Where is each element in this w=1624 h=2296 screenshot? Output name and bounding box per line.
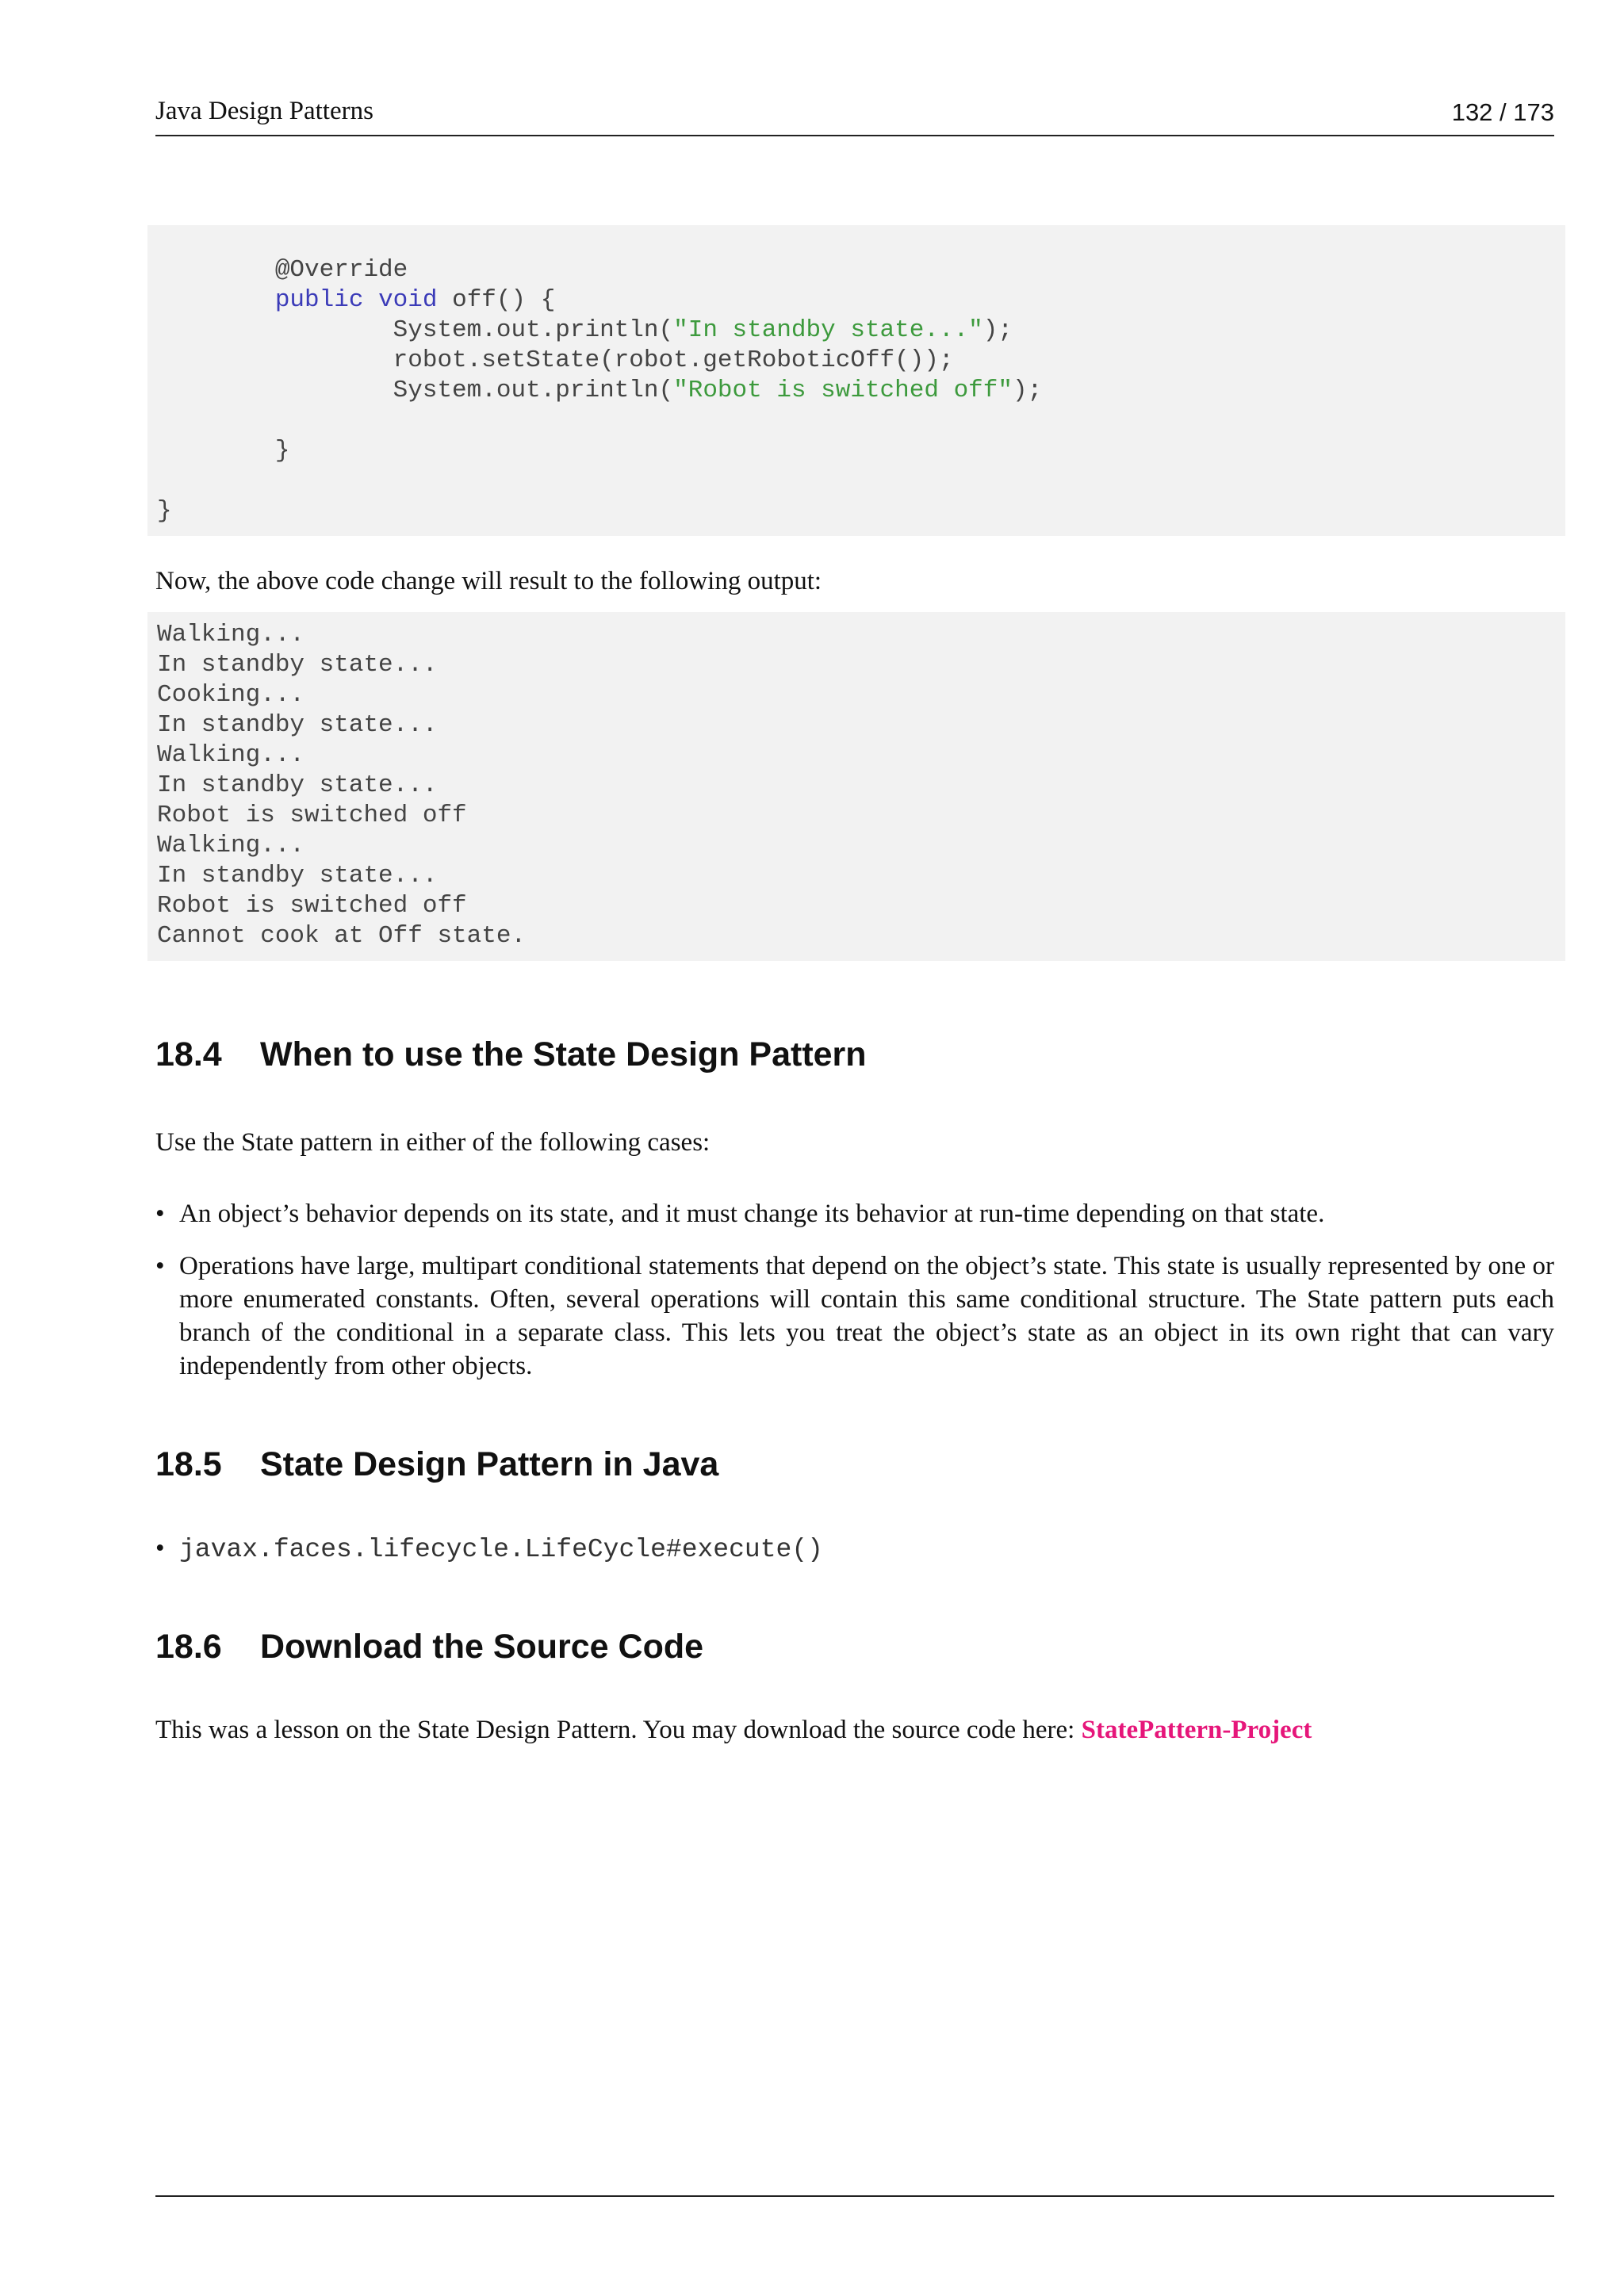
section-number: 18.6 <box>155 1628 222 1666</box>
bullet-icon: • <box>155 1252 165 1280</box>
code-text: @Override <box>157 256 408 284</box>
page-number: 132 / 173 <box>1451 98 1554 126</box>
list-item <box>155 1197 1554 1230</box>
when-to-use-list <box>155 1197 1554 1383</box>
code-text: System.out.println( <box>157 377 674 404</box>
output-line: Walking... <box>157 621 305 649</box>
code-text: ); <box>1012 377 1043 404</box>
section-title: Download the Source Code <box>260 1628 704 1666</box>
code-keyword: void <box>378 286 438 314</box>
code-line <box>157 497 172 525</box>
output-line: Robot is switched off <box>157 802 467 829</box>
section-heading-18-4 <box>155 1035 867 1074</box>
section-title: When to use the State Design Pattern <box>260 1035 867 1073</box>
code-line <box>157 256 408 284</box>
section-18-4-intro: Use the State pattern in either of the following cases: <box>155 1128 710 1157</box>
output-line: In standby state... <box>157 651 438 679</box>
output-line: Cannot cook at Off state. <box>157 922 527 950</box>
code-line <box>157 437 289 465</box>
page-header <box>155 97 1554 136</box>
output-line: In standby state... <box>157 771 438 799</box>
code-line <box>157 346 954 374</box>
code-keyword: public <box>274 286 364 314</box>
code-text <box>157 286 275 314</box>
code-text: off() { <box>437 286 556 314</box>
list-item-text: An object’s behavior depends on its state, and it must change its behavior at run-time depending on that state. <box>179 1200 1325 1228</box>
output-line: Walking... <box>157 832 305 859</box>
section-number: 18.4 <box>155 1035 222 1073</box>
code-snippet <box>157 225 1565 526</box>
code-line <box>157 377 1042 404</box>
output-intro: Now, the above code change will result to the following output: <box>155 567 822 595</box>
code-text: ); <box>982 316 1013 344</box>
download-paragraph <box>155 1713 1554 1747</box>
code-string: "In standby state..." <box>673 316 983 344</box>
section-title: State Design Pattern in Java <box>260 1445 719 1483</box>
download-text: This was a lesson on the State Design Pattern. You may download the source code here: <box>155 1716 1082 1744</box>
code-text: } <box>157 437 290 465</box>
section-heading-18-6 <box>155 1628 703 1667</box>
output-line: Cooking... <box>157 681 305 709</box>
code-string: "Robot is switched off" <box>673 377 1013 404</box>
api-reference: javax.faces.lifecycle.LifeCycle#execute() <box>179 1535 823 1564</box>
output-line: Walking... <box>157 741 305 769</box>
code-text: robot.setState(robot.getRoboticOff()); <box>157 346 954 374</box>
output-line: In standby state... <box>157 862 438 890</box>
program-output <box>157 612 1565 951</box>
code-line <box>157 286 555 314</box>
java-usage-list <box>155 1532 1554 1567</box>
list-item <box>155 1532 1554 1567</box>
output-block <box>147 612 1565 961</box>
footer-divider <box>155 2195 1554 2197</box>
source-code-link[interactable]: StatePattern-Project <box>1081 1716 1312 1744</box>
list-item <box>155 1249 1554 1383</box>
bullet-icon: • <box>155 1534 165 1563</box>
section-number: 18.5 <box>155 1445 222 1483</box>
book-title: Java Design Patterns <box>155 97 373 125</box>
bullet-icon: • <box>155 1200 165 1228</box>
output-line: In standby state... <box>157 711 438 739</box>
code-text: System.out.println( <box>157 316 674 344</box>
code-line <box>157 316 1013 344</box>
output-line: Robot is switched off <box>157 892 467 920</box>
code-snippet-block <box>147 225 1565 536</box>
code-text <box>363 286 378 314</box>
code-text: } <box>157 497 172 525</box>
section-heading-18-5 <box>155 1445 718 1484</box>
list-item-text: Operations have large, multipart conditional statements that depend on the object’s state. This state is usually represented by one or more enumerated constants. Often, several operations will contain this same conditional structure. The State pattern puts each branch of the conditional in a separate class. This lets you treat the object’s state as an object in its own right that can vary independently from other objects. <box>179 1252 1554 1380</box>
